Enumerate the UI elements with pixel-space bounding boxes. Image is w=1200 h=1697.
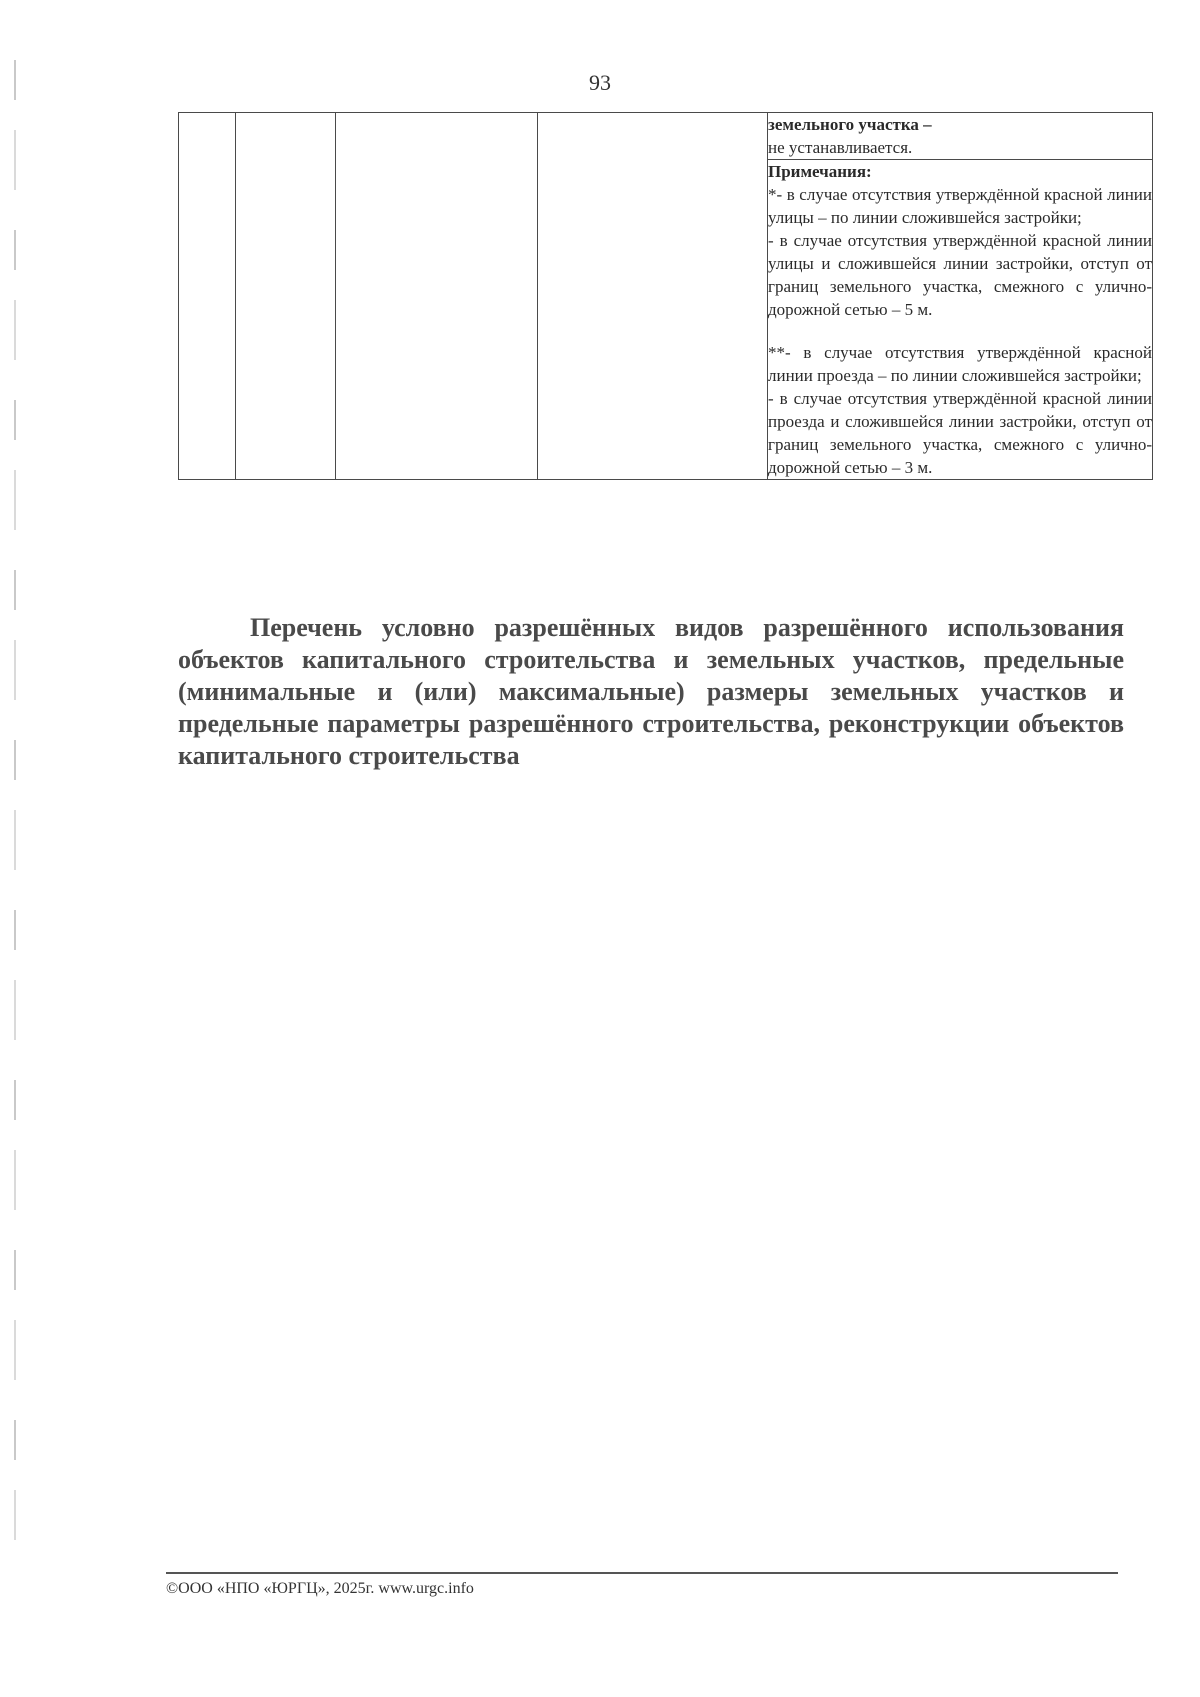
note-paragraph: - в случае отсутствия утверждённой красной линии проезда и сложившейся линии застройки, отступ от границ земельного участка, смежного с улично-дорожной сетью – 3 м. [768, 389, 1152, 477]
note-paragraph: - в случае отсутствия утверждённой красной линии улицы и сложившейся линии застройки, отступ от границ земельного участка, смежного с улично-дорожной сетью – 5 м. [768, 231, 1152, 319]
table-cell-empty [179, 113, 236, 480]
note-spacer [768, 321, 1152, 341]
scan-edge-artifact [14, 60, 16, 1540]
table-cell-empty [538, 113, 768, 480]
regulations-table [178, 112, 1153, 480]
table-cell-parameter [768, 113, 1153, 160]
table-cell-empty [236, 113, 336, 480]
footer-copyright: ©ООО «НПО «ЮРГЦ», 2025г. www.urgc.info [166, 1580, 474, 1597]
notes-title: Примечания: [768, 162, 872, 181]
table-row [179, 113, 1153, 160]
parameter-value: не устанавливается. [768, 138, 913, 157]
note-paragraph: **- в случае отсутствия утверждённой красной линии проезда – по линии сложившейся застройки; [768, 343, 1152, 385]
parameter-line: земельного участка – [768, 115, 932, 134]
footer-divider [166, 1572, 1118, 1574]
note-paragraph: *- в случае отсутствия утверждённой красной линии улицы – по линии сложившейся застройки; [768, 185, 1152, 227]
section-heading: Перечень условно разрешённых видов разрешённого использования объектов капитального строительства и земельных участков, предельные (минимальные и (или) максимальные) размеры земельных участков и предельные параметры разрешённого строительства, реконструкции объектов капитального строительства [178, 613, 1124, 770]
table-cell-notes [768, 160, 1153, 480]
table-cell-empty [336, 113, 538, 480]
page-number: 93 [589, 70, 611, 95]
